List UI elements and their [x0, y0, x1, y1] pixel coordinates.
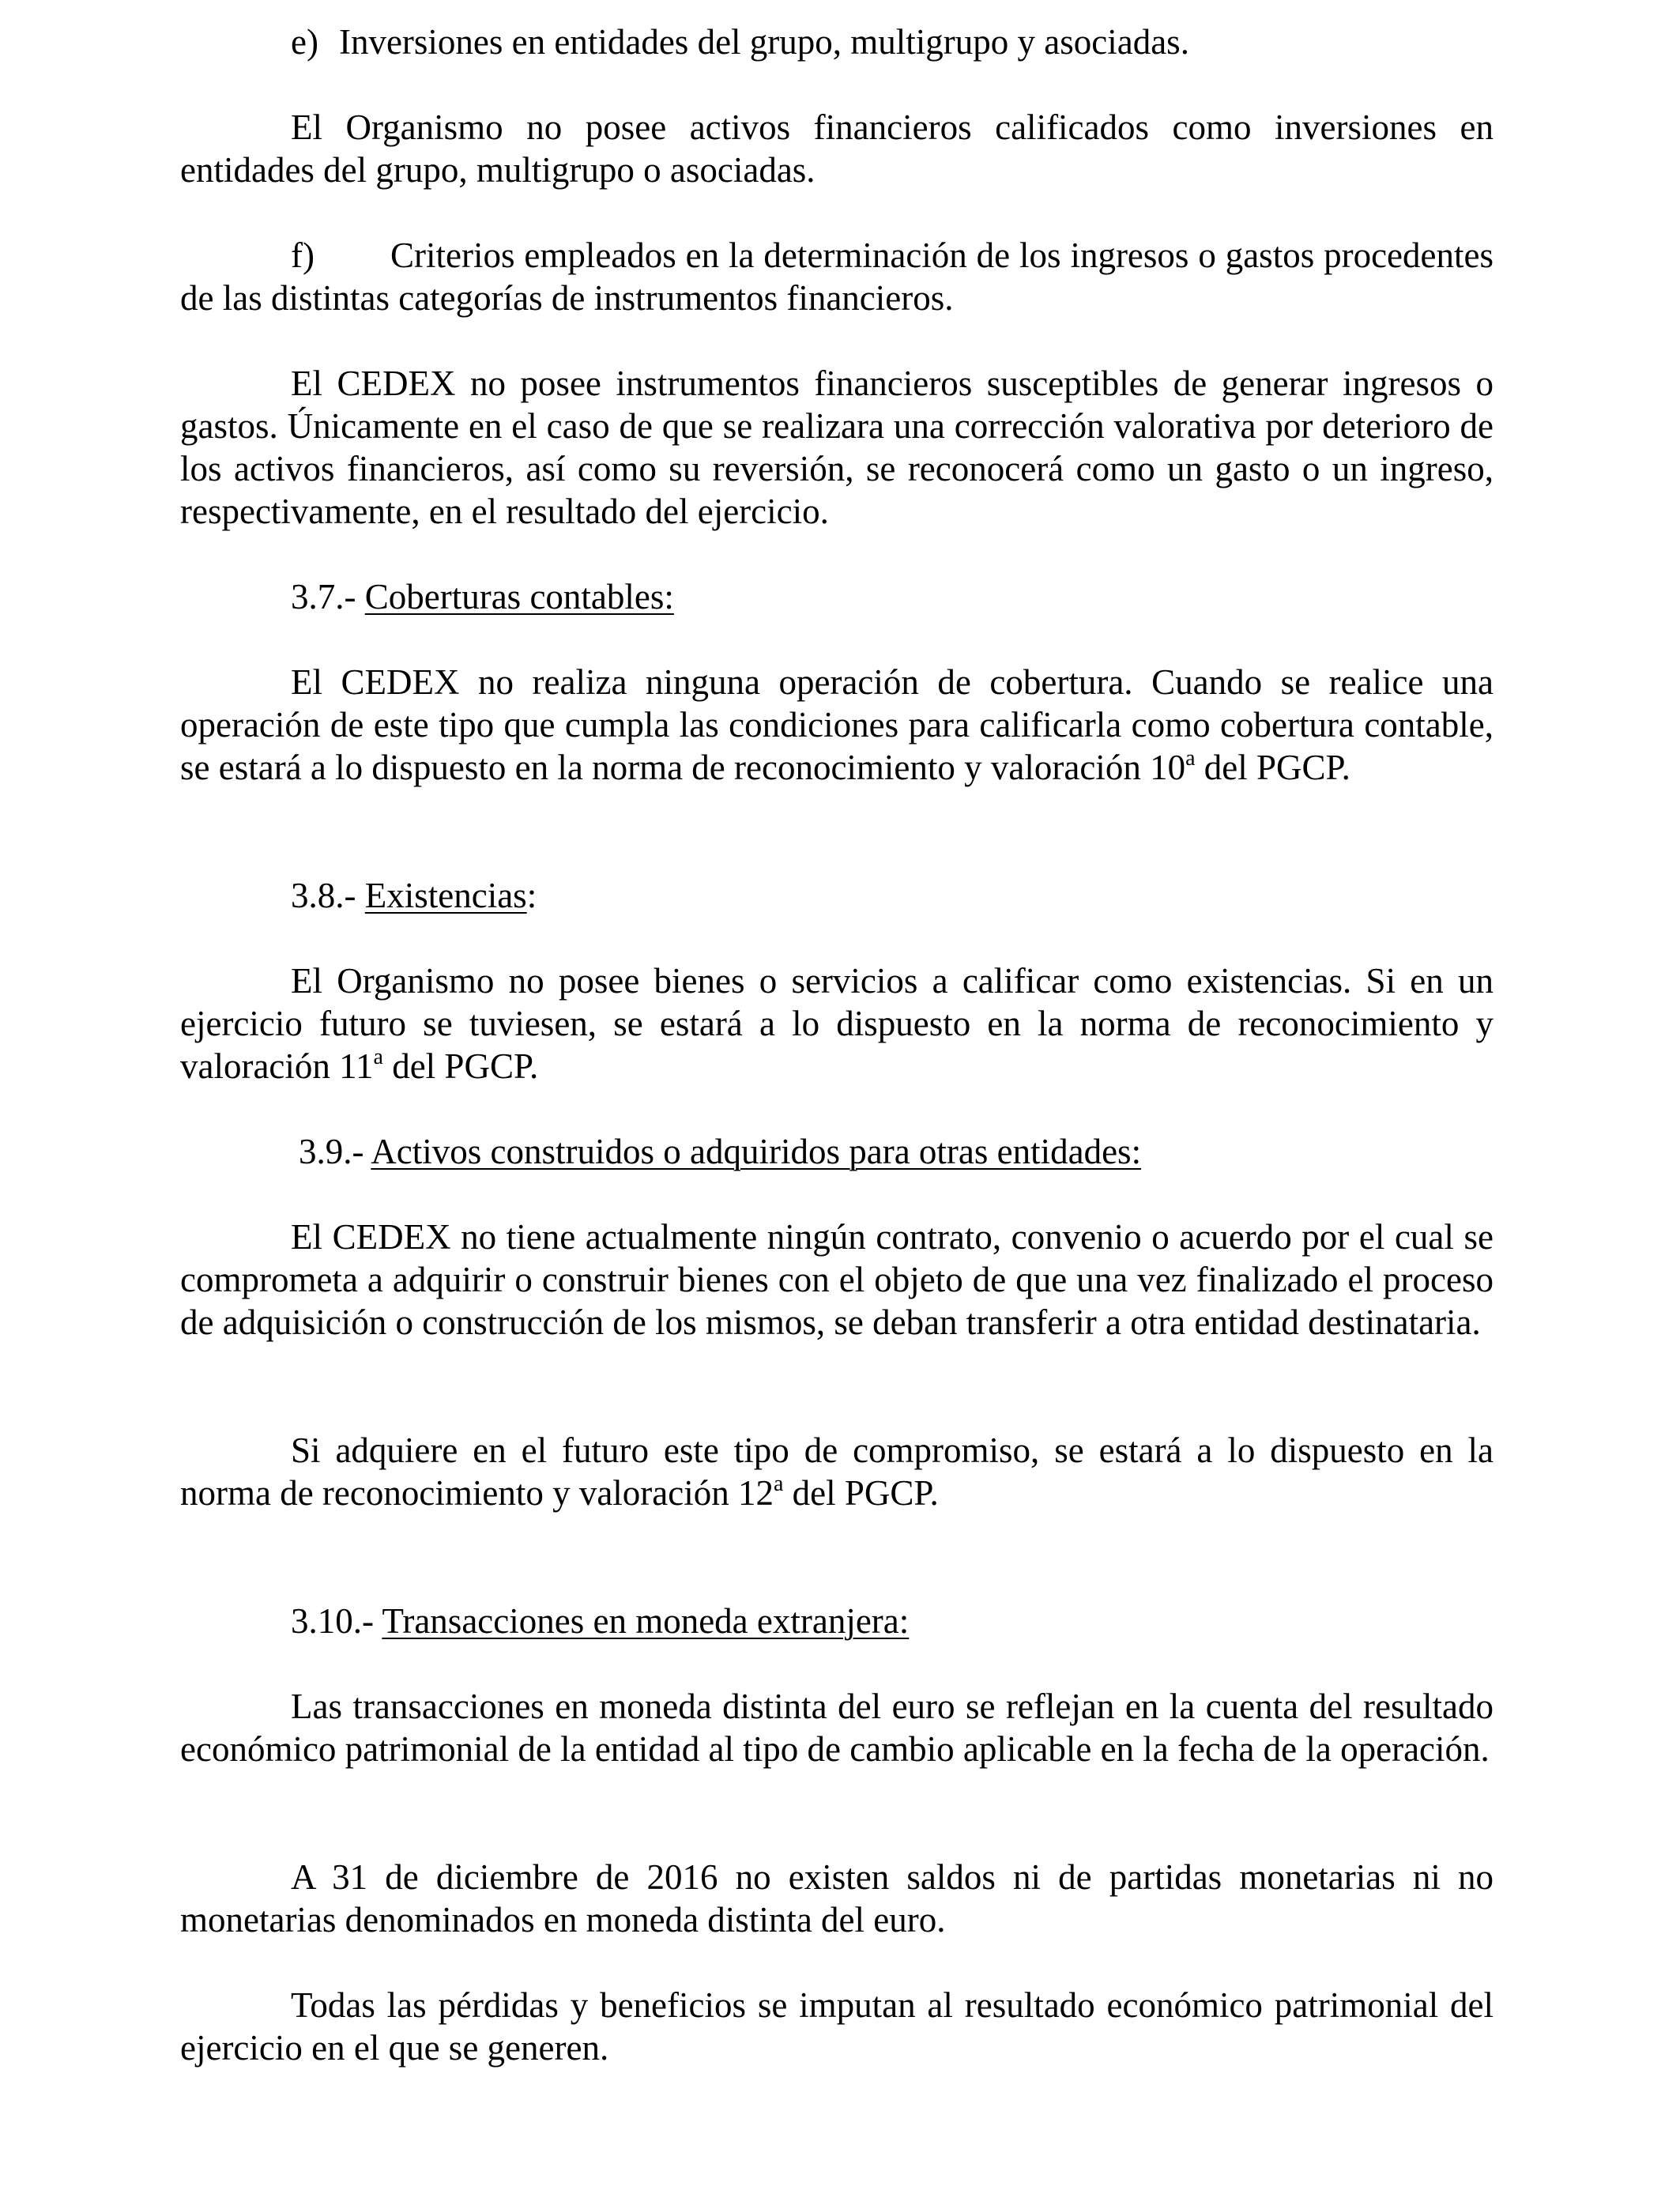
item-f-title: Criterios empleados en la determinación de los ingresos o gastos procedentes de las distintas categorías de instrumentos financieros. — [180, 236, 1494, 318]
section-3-8-ordinal: a — [373, 1045, 383, 1069]
section-3-9-heading — [299, 1130, 1141, 1173]
section-3-8-number: 3.8.- — [291, 876, 356, 915]
section-3-7-body — [180, 661, 1494, 789]
section-3-8-heading — [291, 874, 537, 917]
section-3-7-body-tail: del PGCP. — [1195, 748, 1350, 787]
section-3-9-body-2 — [180, 1429, 1494, 1514]
section-3-9-title: Activos construidos o adquiridos para otras entidades: — [371, 1132, 1142, 1171]
section-3-8-body-text: El Organismo no posee bienes o servicios a calificar como existencias. Si en un ejercicio futuro se tuviesen, se estará a lo dispuesto en la norma de reconocimiento y valoración 11 — [180, 961, 1494, 1086]
item-e-heading — [291, 21, 1189, 63]
item-f-heading — [180, 234, 1494, 319]
item-e-label: e) — [291, 22, 318, 62]
section-3-9-ordinal: a — [773, 1472, 784, 1496]
section-3-10-body-3: Todas las pérdidas y beneficios se imputan al resultado económico patrimonial del ejercicio en el que se generen. — [180, 1985, 1494, 2068]
section-3-7-ordinal: a — [1185, 746, 1196, 771]
section-3-7-number: 3.7.- — [291, 577, 356, 616]
section-3-8-title: Existencias — [364, 876, 527, 915]
item-e-title: Inversiones en entidades del grupo, multigrupo y asociadas. — [338, 22, 1189, 62]
section-3-8-colon: : — [526, 876, 537, 915]
section-3-10-title: Transacciones en moneda extranjera: — [382, 1601, 910, 1641]
section-3-7-body-text: El CEDEX no realiza ninguna operación de cobertura. Cuando se realice una operación de este tipo que cumpla las condiciones para calificarla como cobertura contable, se estará a lo dispuesto en la norma de reconocimiento y valoración 10 — [180, 662, 1494, 787]
section-3-10-heading — [291, 1600, 909, 1642]
section-3-9-number: 3.9.- — [299, 1132, 364, 1171]
section-3-7-title: Coberturas contables: — [364, 577, 674, 616]
item-f-label: f) — [291, 236, 315, 275]
section-3-10-body-2: A 31 de diciembre de 2016 no existen saldos ni de partidas monetarias ni no monetarias denominados en moneda distinta del euro. — [180, 1857, 1494, 1940]
section-3-9-body-2-text: Si adquiere en el futuro este tipo de compromiso, se estará a lo dispuesto en la norma de reconocimiento y valoración 12 — [180, 1431, 1494, 1513]
section-3-10-number: 3.10.- — [291, 1601, 374, 1641]
section-3-8-body — [180, 959, 1494, 1088]
section-3-7-heading — [291, 575, 674, 618]
section-3-8-body-tail: del PGCP. — [382, 1046, 539, 1086]
section-3-9-body-2-tail: del PGCP. — [783, 1473, 939, 1513]
item-e-body: El Organismo no posee activos financieros calificados como inversiones en entidades del grupo, multigrupo o asociadas. — [180, 107, 1494, 190]
section-3-10-body-1: Las transacciones en moneda distinta del euro se reflejan en la cuenta del resultado económico patrimonial de la entidad al tipo de cambio aplicable en la fecha de la operación. — [180, 1687, 1494, 1769]
item-f-body: El CEDEX no posee instrumentos financieros susceptibles de generar ingresos o gastos. Únicamente en el caso de que se realizara una corrección valorativa por deterioro de los activos financieros, así como su reversión, se reconocerá como un gasto o un ingreso, respectivamente, en el resultado del ejercicio. — [180, 364, 1494, 531]
section-3-9-body-1: El CEDEX no tiene actualmente ningún contrato, convenio o acuerdo por el cual se comprometa a adquirir o construir bienes con el objeto de que una vez finalizado el proceso de adquisición o construcción de los mismos, se deban transferir a otra entidad destinataria. — [180, 1217, 1494, 1342]
